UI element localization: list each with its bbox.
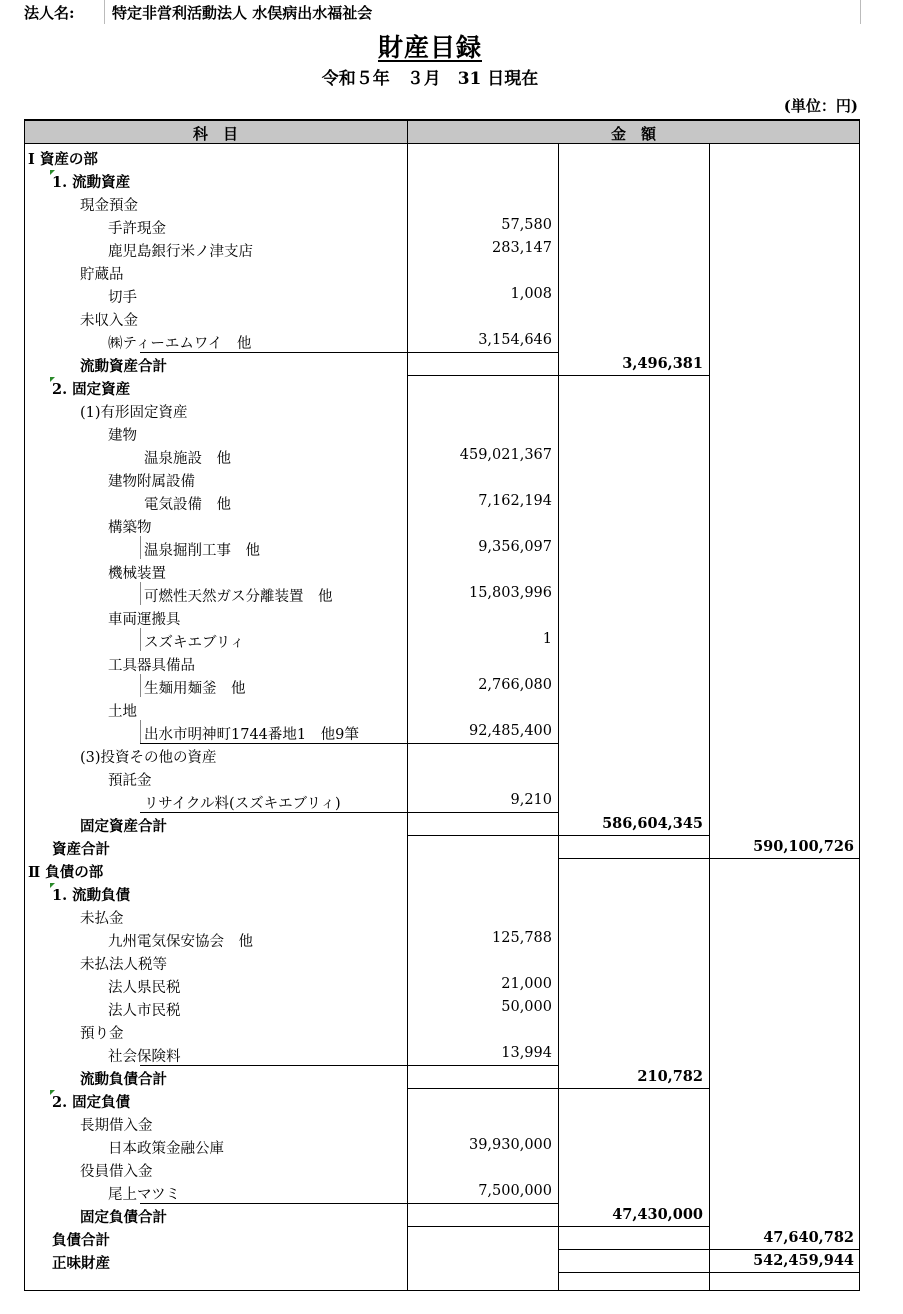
table-row bbox=[24, 398, 860, 421]
row-label: 固定負債合計 bbox=[80, 1209, 167, 1226]
amount-c1: 7,500,000 bbox=[478, 1183, 552, 1199]
row-label: 1. 流動負債 bbox=[52, 887, 131, 904]
amount-c1: 13,994 bbox=[501, 1045, 552, 1061]
amount-c1: 1 bbox=[542, 631, 552, 647]
row-label: 未払法人税等 bbox=[80, 957, 167, 973]
row-label: 日本政策金融公庫 bbox=[108, 1141, 224, 1157]
table-row bbox=[24, 490, 860, 513]
table-row bbox=[24, 651, 860, 674]
table-row bbox=[24, 904, 860, 927]
table-row bbox=[24, 1065, 860, 1088]
row-label: 温泉施設 他 bbox=[144, 451, 231, 467]
row-label: 生麺用麺釜 他 bbox=[144, 681, 246, 697]
table-row bbox=[24, 237, 860, 260]
row-label: 構築物 bbox=[108, 520, 152, 536]
amount-c2: 3,496,381 bbox=[622, 355, 703, 372]
unit-label: (単位：円) bbox=[783, 97, 858, 115]
table-row bbox=[24, 1088, 860, 1111]
row-label: 建物附属設備 bbox=[108, 474, 195, 490]
table-row bbox=[24, 927, 860, 950]
asset-inventory-table bbox=[24, 119, 860, 1291]
corp-name: 特定非営利活動法人 水俣病出水福祉会 bbox=[112, 4, 373, 22]
table-row bbox=[24, 973, 860, 996]
table-row bbox=[24, 352, 860, 375]
subtotal-rule bbox=[140, 743, 558, 744]
row-label: 未払金 bbox=[80, 911, 124, 927]
table-row bbox=[24, 720, 860, 743]
table-row bbox=[24, 766, 860, 789]
subtotal-rule bbox=[558, 1272, 860, 1273]
subtotal-rule bbox=[140, 1203, 558, 1204]
table-row bbox=[24, 835, 860, 858]
row-label: 2. 固定資産 bbox=[52, 381, 131, 398]
row-label: 流動負債合計 bbox=[80, 1071, 167, 1088]
row-label: 2. 固定負債 bbox=[52, 1094, 131, 1111]
row-label: 可燃性天然ガス分離装置 他 bbox=[144, 589, 333, 605]
header-bar bbox=[0, 0, 861, 24]
indent-guide bbox=[140, 674, 141, 697]
header-divider bbox=[104, 0, 105, 24]
row-label: Ⅰ 資産の部 bbox=[28, 151, 98, 168]
row-label: 鹿児島銀行米ノ津支店 bbox=[108, 244, 253, 260]
table-row bbox=[24, 283, 860, 306]
indent-guide bbox=[140, 536, 141, 559]
row-label: 1. 流動資産 bbox=[52, 174, 131, 191]
table-border-bottom bbox=[24, 1290, 860, 1291]
row-label: 土地 bbox=[108, 704, 137, 720]
table-row bbox=[24, 858, 860, 881]
row-label: 切手 bbox=[108, 290, 137, 306]
amount-c3: 590,100,726 bbox=[753, 838, 854, 855]
row-label: 出水市明神町1744番地1 他9筆 bbox=[144, 727, 359, 743]
table-row bbox=[24, 881, 860, 904]
table-row bbox=[24, 1134, 860, 1157]
subtotal-rule bbox=[140, 352, 558, 353]
subtotal-rule bbox=[140, 1065, 558, 1066]
amount-c1: 9,210 bbox=[510, 792, 552, 808]
table-row bbox=[24, 1019, 860, 1042]
row-label: スズキエブリィ bbox=[144, 635, 245, 651]
indent-guide bbox=[140, 628, 141, 651]
table-row bbox=[24, 214, 860, 237]
row-label: 電気設備 他 bbox=[144, 497, 231, 513]
amount-c1: 1,008 bbox=[510, 286, 552, 302]
table-row bbox=[24, 260, 860, 283]
amount-c2: 210,782 bbox=[637, 1068, 703, 1085]
row-label: 貯蔵品 bbox=[80, 267, 124, 283]
row-label: 温泉掘削工事 他 bbox=[144, 543, 260, 559]
document-date: 令和５年 ３月 31 日現在 bbox=[321, 69, 539, 89]
table-row bbox=[24, 1226, 860, 1249]
row-label: 手許現金 bbox=[108, 221, 166, 237]
row-label: 建物 bbox=[108, 428, 137, 444]
row-label: 尾上マツミ bbox=[108, 1187, 181, 1203]
table-row bbox=[24, 444, 860, 467]
row-label: 固定資産合計 bbox=[80, 818, 167, 835]
table-row bbox=[24, 1157, 860, 1180]
row-label: 預り金 bbox=[80, 1026, 124, 1042]
table-row bbox=[24, 467, 860, 490]
row-label: Ⅱ 負債の部 bbox=[28, 864, 104, 881]
row-label: (3)投資その他の資産 bbox=[80, 750, 217, 766]
row-label: 預託金 bbox=[108, 773, 152, 789]
amount-c1: 9,356,097 bbox=[478, 539, 552, 555]
subtotal-rule bbox=[558, 1249, 860, 1250]
row-label: リサイクル料(スズキエブリィ) bbox=[144, 796, 341, 812]
table-row bbox=[24, 1180, 860, 1203]
table-row bbox=[24, 674, 860, 697]
table-row bbox=[24, 375, 860, 398]
amount-c1: 15,803,996 bbox=[468, 585, 552, 601]
table-row bbox=[24, 421, 860, 444]
table-row bbox=[24, 996, 860, 1019]
amount-c1: 283,147 bbox=[492, 240, 552, 256]
row-label: 社会保険料 bbox=[108, 1049, 181, 1065]
table-row bbox=[24, 1042, 860, 1065]
table-row bbox=[24, 536, 860, 559]
row-label: (1)有形固定資産 bbox=[80, 405, 188, 421]
row-label: 九州電気保安協会 他 bbox=[108, 934, 253, 950]
row-label: 工具器具備品 bbox=[108, 658, 195, 674]
table-row bbox=[24, 1249, 860, 1272]
amount-c3: 47,640,782 bbox=[763, 1229, 854, 1246]
amount-c2: 47,430,000 bbox=[612, 1206, 703, 1223]
amount-c1: 57,580 bbox=[501, 217, 552, 233]
table-row bbox=[24, 812, 860, 835]
row-label: 機械装置 bbox=[108, 566, 166, 582]
subtotal-rule bbox=[140, 812, 558, 813]
row-label: 長期借入金 bbox=[80, 1118, 153, 1134]
amount-c3: 542,459,944 bbox=[753, 1252, 854, 1269]
table-row bbox=[24, 697, 860, 720]
column-header-account: 科 目 bbox=[192, 125, 238, 143]
table-header bbox=[24, 119, 860, 144]
amount-c1: 459,021,367 bbox=[459, 447, 552, 463]
table-row bbox=[24, 950, 860, 973]
table-row bbox=[24, 582, 860, 605]
row-label: 未収入金 bbox=[80, 313, 138, 329]
table-row bbox=[24, 789, 860, 812]
table-row bbox=[24, 628, 860, 651]
table-row bbox=[24, 191, 860, 214]
row-label: 資産合計 bbox=[52, 841, 110, 858]
amount-c1: 21,000 bbox=[501, 976, 552, 992]
amount-c1: 3,154,646 bbox=[478, 332, 552, 348]
table-row bbox=[24, 559, 860, 582]
table-row bbox=[24, 743, 860, 766]
subtotal-rule bbox=[558, 858, 860, 859]
table-row bbox=[24, 329, 860, 352]
table-row bbox=[24, 145, 860, 168]
amount-c2: 586,604,345 bbox=[602, 815, 703, 832]
subtotal-rule bbox=[407, 1088, 709, 1089]
subtotal-rule bbox=[407, 835, 709, 836]
table-row bbox=[24, 1203, 860, 1226]
amount-c1: 2,766,080 bbox=[478, 677, 552, 693]
table-row bbox=[24, 513, 860, 536]
amount-c1: 125,788 bbox=[492, 930, 552, 946]
amount-c1: 50,000 bbox=[501, 999, 552, 1015]
table-row bbox=[24, 1111, 860, 1134]
row-label: ㈱ティーエムワイ 他 bbox=[108, 336, 252, 352]
row-label: 流動資産合計 bbox=[80, 358, 167, 375]
row-label: 法人市民税 bbox=[108, 1003, 181, 1019]
subtotal-rule bbox=[407, 1226, 709, 1227]
row-label: 正味財産 bbox=[52, 1255, 110, 1272]
table-row bbox=[24, 605, 860, 628]
row-label: 法人県民税 bbox=[108, 980, 181, 996]
subtotal-rule bbox=[407, 375, 709, 376]
indent-guide bbox=[140, 720, 141, 743]
amount-c1: 39,930,000 bbox=[468, 1137, 552, 1153]
table-row bbox=[24, 168, 860, 191]
row-label: 負債合計 bbox=[52, 1232, 110, 1249]
row-label: 役員借入金 bbox=[80, 1164, 153, 1180]
indent-guide bbox=[140, 582, 141, 605]
corp-label: 法人名: bbox=[24, 4, 75, 22]
row-label: 車両運搬具 bbox=[108, 612, 181, 628]
amount-c1: 7,162,194 bbox=[478, 493, 552, 509]
table-row bbox=[24, 306, 860, 329]
document-title-text: 財産目録 bbox=[377, 33, 482, 62]
amount-c1: 92,485,400 bbox=[468, 723, 552, 739]
column-header-amount: 金 額 bbox=[610, 125, 656, 143]
document-title bbox=[0, 28, 860, 64]
row-label: 現金預金 bbox=[80, 198, 138, 214]
